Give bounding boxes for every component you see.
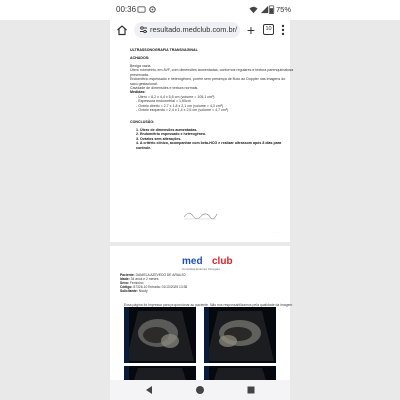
- report-line: Medidas:: [130, 90, 146, 95]
- report-line: - Ovário direito = 2,7 x 1,8 x 2,1 cm (volume = 4,3 cm³): [136, 103, 224, 108]
- status-time: 00:36: [116, 5, 137, 14]
- findings-heading: ACHADOS:: [130, 56, 150, 60]
- medclub-logo-med: med: [182, 256, 203, 267]
- patient-line: Código: 87326-10 Entrada: 01/10/2025 13:38: [120, 285, 188, 289]
- report-line: - Ovário esquerdo = 2,4 x 1,4 x 2,5 cm (volume = 4,7 cm³): [136, 108, 229, 112]
- patient-line: Sexo: Feminino: [120, 281, 144, 285]
- page-number-mark: · · · · ·: [270, 230, 279, 234]
- tab-switcher-button[interactable]: 10: [263, 24, 274, 35]
- conclusion-item: 2. Endométrio espessado e heterogêneo.: [136, 132, 207, 137]
- report-line: - Útero = 8,2 x 4,4 x 5,6 cm (volume = 105,1 cm³): [136, 94, 215, 99]
- battery-level: 75%: [276, 5, 292, 14]
- recents-icon[interactable]: [246, 385, 256, 395]
- browser-toolbar: [110, 20, 290, 40]
- conclusion-item: 1. Útero de dimensões aumentadas.: [136, 128, 198, 132]
- home-nav-icon[interactable]: [195, 385, 205, 395]
- conclusion-item: 4. A critério clínico, acompanhar com beta-HCG e realizar ultrassom após 8 dias para: [136, 141, 282, 146]
- status-bar: [0, 0, 400, 20]
- report-line: saco gestacional.: [130, 81, 158, 86]
- report-line: - Espessura endometrial = 1,60cm: [136, 99, 191, 104]
- home-icon[interactable]: [116, 24, 128, 36]
- images-page: [110, 246, 293, 380]
- patient-line: Paciente: DANIELA AZEVEDO DE ARAUJO: [120, 273, 186, 277]
- battery-icon: [268, 5, 275, 14]
- report-line: Útero miométrio, em AVF, com dimensões aumentadas, contornos regulares e textura parenquimatosa: [130, 68, 294, 73]
- ultrasound-image[interactable]: [124, 307, 196, 363]
- ultrasound-image[interactable]: [124, 366, 196, 380]
- report-line: Bexiga vazia.: [130, 64, 152, 68]
- report-page: [110, 40, 294, 242]
- conclusion-item: controle.: [136, 145, 152, 150]
- report-line: preservada.: [130, 72, 149, 77]
- patient-line: Solicitante: Nicoly: [120, 289, 148, 293]
- ultrasound-image[interactable]: [204, 366, 276, 380]
- message-icon: [137, 5, 146, 14]
- patient-line: Idade: 34 anos e 2 meses: [120, 277, 159, 281]
- ultrasound-image[interactable]: [204, 307, 276, 363]
- medclub-logo-club: club: [212, 256, 233, 267]
- system-nav-bar: [110, 380, 290, 400]
- wifi-icon: [249, 5, 258, 14]
- conclusion-item: 3. Ovários sem alterações.: [136, 136, 182, 141]
- signature-image: [180, 208, 220, 222]
- more-menu-icon[interactable]: [280, 23, 286, 37]
- print-notice: Essa página foi impressa para proporcionar ao paciente. Não nos responsabilizamos pela qualidade da imagem: [124, 303, 293, 307]
- address-url[interactable]: resultado.medclub.com.br/: [150, 25, 238, 34]
- settings-icon: [148, 5, 157, 14]
- report-line: Endométrio espessado e heterogêneo, porém sem presença de fluxo ao Doppler nas imagens do: [130, 77, 286, 82]
- report-line: Cavidade de dimensões e textura normais.: [130, 86, 199, 90]
- new-tab-button[interactable]: +: [246, 22, 256, 38]
- back-icon[interactable]: [144, 385, 154, 395]
- conclusion-heading: CONCLUSÃO:: [130, 120, 155, 124]
- logo-tagline: Consultas Exames Cirurgias: [182, 267, 220, 271]
- report-title: ULTRASSONOGRAFIA TRANSVAGINAL: [130, 48, 198, 52]
- site-info-icon[interactable]: [139, 25, 148, 35]
